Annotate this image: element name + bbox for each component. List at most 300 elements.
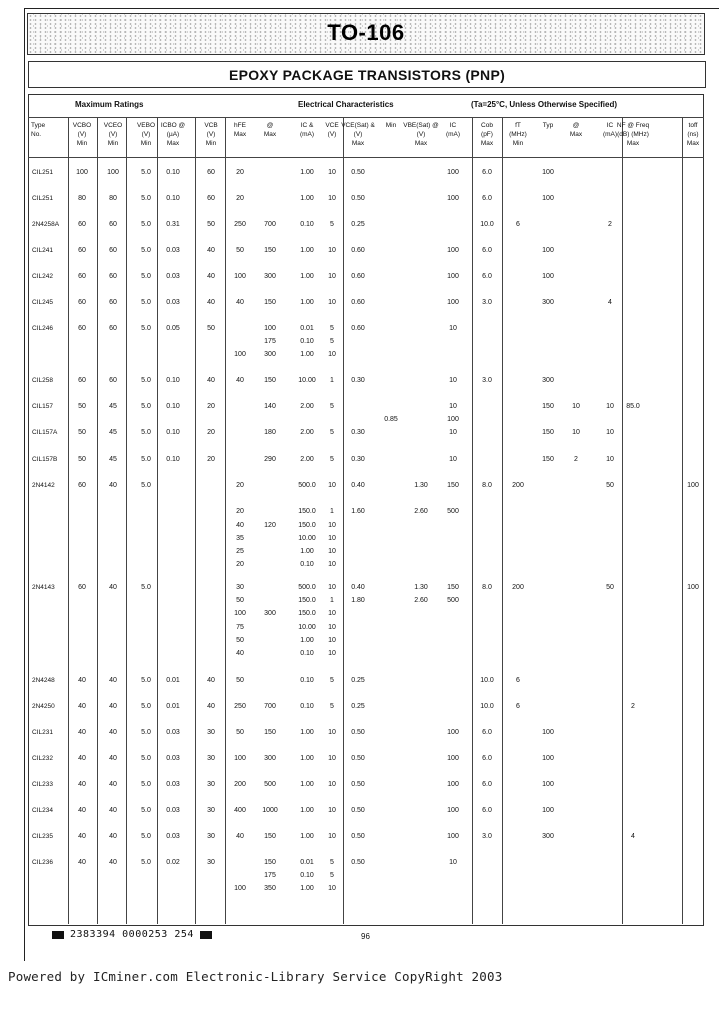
part-number: 2N4142: [32, 482, 55, 489]
vce-value: 5: [330, 677, 334, 684]
ic-value: 0.10: [300, 703, 314, 710]
cob-value: 3.0: [482, 377, 492, 384]
part-number: CIL258: [32, 377, 53, 384]
vce-value: 1: [330, 508, 334, 516]
column-header-line: Cob: [481, 122, 493, 129]
vce-value: 10: [328, 650, 336, 657]
vceo-value: 40: [109, 833, 117, 840]
column-divider: [682, 118, 683, 924]
cob-value: 6.0: [482, 195, 492, 202]
column-header-line: Min: [76, 140, 88, 147]
ic-sat-value: 100: [447, 299, 459, 306]
vce-value: 5: [330, 403, 334, 410]
vcbo-value: 50: [78, 429, 86, 436]
vce-value: 10: [328, 299, 336, 306]
vceo-value: 45: [109, 429, 117, 436]
ic-value: 1.00: [300, 781, 314, 788]
hfe-max-value: 175: [264, 338, 276, 346]
hfe-value: 20: [236, 508, 244, 516]
vbesat-min-value: 0.85: [384, 416, 398, 424]
ic-sat-value: 500: [447, 597, 459, 605]
cob-value: 8.0: [482, 584, 492, 591]
icbo-value: 0.02: [166, 859, 180, 866]
vcb-value: 40: [207, 273, 215, 280]
ft-min-value: 200: [512, 482, 524, 489]
ic-value: 150.0: [298, 508, 316, 516]
ft-typ-value: 300: [542, 299, 554, 306]
powered-by-footer: Powered by ICminer.com Electronic-Library Service CopyRight 2003: [8, 969, 503, 984]
vcesat-value: 1.60: [351, 508, 365, 516]
vcbo-value: 40: [78, 755, 86, 762]
ft-typ-value: 100: [542, 729, 554, 736]
icbo-value: 0.03: [166, 833, 180, 840]
column-header-line: (mA): [445, 131, 461, 138]
vcesat-value: 0.50: [351, 781, 365, 788]
vce-value: 10: [328, 610, 336, 618]
vcesat-value: 0.50: [351, 195, 365, 202]
ft-typ-value: 100: [542, 169, 554, 176]
vceo-value: 60: [109, 247, 117, 254]
vceo-value: 40: [109, 677, 117, 684]
cob-value: 6.0: [482, 247, 492, 254]
column-header-line: (µA): [166, 131, 180, 138]
hfe-value: 30: [236, 584, 244, 591]
ft-ic-value: 10: [606, 403, 614, 410]
hfe-value: 100: [234, 755, 246, 762]
vcb-value: 30: [207, 833, 215, 840]
column-divider: [502, 118, 503, 924]
vebo-value: 5.0: [141, 377, 151, 384]
part-number: CIL251: [32, 169, 53, 176]
vcesat-value: 0.60: [351, 273, 365, 280]
ic-sat-value: 100: [447, 247, 459, 254]
vebo-value: 5.0: [141, 729, 151, 736]
vcbo-value: 60: [78, 299, 86, 306]
vcb-value: 40: [207, 703, 215, 710]
ic-sat-value: 10: [449, 325, 457, 332]
column-header-line: VCBO: [72, 122, 92, 129]
column-header-line: Max: [480, 140, 494, 147]
vcb-value: 40: [207, 677, 215, 684]
vcesat-value: 0.60: [351, 247, 365, 254]
hfe-value: 40: [236, 833, 244, 840]
ic-sat-value: 100: [447, 807, 459, 814]
hfe-max-value: 300: [264, 351, 276, 359]
vebo-value: 5.0: [141, 781, 151, 788]
ic-value: 1.00: [300, 195, 314, 202]
column-header-line: Min: [385, 122, 397, 129]
vceo-value: 60: [109, 221, 117, 228]
icbo-value: 0.10: [166, 195, 180, 202]
ft-max-value: 10: [572, 429, 580, 436]
hfe-max-value: 150: [264, 833, 276, 840]
hfe-max-value: 150: [264, 377, 276, 384]
cob-value: 10.0: [480, 221, 494, 228]
vce-value: 5: [330, 456, 334, 463]
column-header-line: Max: [686, 140, 700, 147]
column-header-line: @: [266, 122, 274, 129]
hfe-max-value: 180: [264, 429, 276, 436]
ft-ic-value: 2: [608, 221, 612, 228]
nf-value: 2: [631, 703, 635, 710]
vceo-value: 100: [107, 169, 119, 176]
header-rule: [28, 117, 704, 118]
vcbo-value: 60: [78, 584, 86, 591]
ic-value: 0.10: [300, 677, 314, 684]
ft-min-value: 6: [516, 677, 520, 684]
column-header-line: VCEO: [103, 122, 123, 129]
column-header-line: Type: [31, 122, 46, 129]
icbo-value: 0.03: [166, 273, 180, 280]
ft-min-value: 6: [516, 703, 520, 710]
column-divider: [472, 118, 473, 924]
vcbo-value: 60: [78, 273, 86, 280]
hfe-value: 200: [234, 781, 246, 788]
vce-value: 5: [330, 872, 334, 880]
cob-value: 6.0: [482, 781, 492, 788]
cob-value: 3.0: [482, 299, 492, 306]
vcesat-value: 0.50: [351, 169, 365, 176]
toff-value: 100: [687, 584, 699, 591]
vceo-value: 40: [109, 755, 117, 762]
vcesat-value: 0.30: [351, 429, 365, 436]
vceo-value: 40: [109, 584, 117, 591]
hfe-max-value: 290: [264, 456, 276, 463]
ft-typ-value: 100: [542, 195, 554, 202]
ic-value: 1.00: [300, 273, 314, 280]
ic-value: 150.0: [298, 610, 316, 618]
vcbo-value: 40: [78, 807, 86, 814]
vebo-value: 5.0: [141, 403, 151, 410]
hfe-value: 20: [236, 561, 244, 569]
vce-value: 10: [328, 482, 336, 489]
vce-value: 5: [330, 221, 334, 228]
column-header-line: IC &: [300, 122, 314, 129]
ft-typ-value: 300: [542, 377, 554, 384]
part-number: CIL233: [32, 781, 53, 788]
vceo-value: 40: [109, 859, 117, 866]
cob-value: 6.0: [482, 729, 492, 736]
column-header-line: Min: [107, 140, 119, 147]
document-title: EPOXY PACKAGE TRANSISTORS (PNP): [228, 66, 506, 83]
ic-value: 0.10: [300, 561, 314, 569]
vebo-value: 5.0: [141, 584, 151, 591]
vce-value: 5: [330, 859, 334, 866]
column-header-line: NF @ Freq: [616, 122, 650, 129]
vcb-value: 50: [207, 221, 215, 228]
ic-value: 1.00: [300, 299, 314, 306]
hfe-value: 40: [236, 299, 244, 306]
vcb-value: 30: [207, 859, 215, 866]
vce-value: 10: [328, 169, 336, 176]
ft-typ-value: 150: [542, 403, 554, 410]
vcb-value: 40: [207, 377, 215, 384]
vcbo-value: 40: [78, 859, 86, 866]
part-number: 2N4258A: [32, 221, 60, 228]
column-header-line: Max: [233, 131, 247, 138]
column-header-line: VCB: [204, 122, 218, 129]
ft-typ-value: 300: [542, 833, 554, 840]
vce-value: 10: [328, 623, 336, 631]
column-header-line: (mA): [602, 131, 618, 138]
ic-sat-value: 100: [447, 729, 459, 736]
vebo-value: 5.0: [141, 169, 151, 176]
ic-sat-value: 10: [449, 859, 457, 866]
part-number: 2N4248: [32, 677, 55, 684]
hfe-value: 100: [234, 610, 246, 618]
vcb-value: 30: [207, 729, 215, 736]
vceo-value: 40: [109, 703, 117, 710]
hfe-value: 35: [236, 534, 244, 542]
ic-value: 150.0: [298, 521, 316, 529]
vcb-value: 60: [207, 169, 215, 176]
vce-value: 10: [328, 534, 336, 542]
ft-typ-value: 100: [542, 755, 554, 762]
icbo-value: 0.31: [166, 221, 180, 228]
ic-value: 2.00: [300, 456, 314, 463]
column-header-line: Max: [263, 131, 277, 138]
vceo-value: 60: [109, 325, 117, 332]
hfe-value: 20: [236, 482, 244, 489]
vebo-value: 5.0: [141, 482, 151, 489]
vcesat-value: 0.25: [351, 677, 365, 684]
icbo-value: 0.01: [166, 677, 180, 684]
column-header-line: hFE: [234, 122, 246, 129]
ic-sat-value: 100: [447, 273, 459, 280]
icbo-value: 0.03: [166, 781, 180, 788]
hfe-max-value: 140: [264, 403, 276, 410]
icbo-value: 0.10: [166, 377, 180, 384]
ft-max-value: 2: [574, 456, 578, 463]
icbo-value: 0.03: [166, 299, 180, 306]
vcbo-value: 40: [78, 677, 86, 684]
column-header-line: Typ: [542, 122, 554, 129]
hfe-value: 100: [234, 885, 246, 893]
vcesat-value: 0.50: [351, 833, 365, 840]
hfe-max-value: 300: [264, 610, 276, 618]
column-divider: [68, 118, 69, 924]
vceo-value: 40: [109, 781, 117, 788]
ft-typ-value: 100: [542, 807, 554, 814]
column-header-line: VCE(Sat) &: [341, 122, 375, 129]
vce-value: 10: [328, 247, 336, 254]
column-divider: [97, 118, 98, 924]
column-header-line: ICBO @: [160, 122, 186, 129]
column-header-line: Max: [351, 140, 365, 147]
ic-value: 1.00: [300, 833, 314, 840]
column-header-line: VEBO: [136, 122, 156, 129]
vce-value: 10: [328, 195, 336, 202]
vceo-value: 45: [109, 456, 117, 463]
icbo-value: 0.03: [166, 729, 180, 736]
vceo-value: 60: [109, 273, 117, 280]
icbo-value: 0.03: [166, 807, 180, 814]
cob-value: 10.0: [480, 677, 494, 684]
vce-value: 10: [328, 729, 336, 736]
document-title-box: [28, 61, 706, 88]
hfe-value: 20: [236, 169, 244, 176]
icbo-value: 0.01: [166, 703, 180, 710]
vce-value: 10: [328, 584, 336, 591]
vce-value: 10: [328, 833, 336, 840]
part-number: 2N4250: [32, 703, 55, 710]
vceo-value: 80: [109, 195, 117, 202]
header-rule: [28, 157, 704, 158]
barcode-bar-left: [52, 931, 64, 939]
column-divider: [126, 118, 127, 924]
ic-value: 2.00: [300, 429, 314, 436]
vce-value: 10: [328, 351, 336, 359]
column-header-line: Max: [569, 131, 583, 138]
ic-sat-value: 150: [447, 482, 459, 489]
column-header-row: [0, 121, 720, 157]
ic-sat-value: 500: [447, 508, 459, 516]
cob-value: 6.0: [482, 755, 492, 762]
column-header-line: (ns): [687, 131, 699, 138]
vce-value: 10: [328, 807, 336, 814]
hfe-value: 100: [234, 351, 246, 359]
part-number: CIL242: [32, 273, 53, 280]
vcbo-value: 60: [78, 247, 86, 254]
vcb-value: 30: [207, 781, 215, 788]
ic-value: 10.00: [298, 534, 316, 542]
column-header-line: (pF): [481, 131, 493, 138]
ic-sat-value: 100: [447, 416, 459, 424]
ft-min-value: 200: [512, 584, 524, 591]
vcbo-value: 50: [78, 403, 86, 410]
column-header: [250, 121, 290, 139]
part-number: CIL236: [32, 859, 53, 866]
column-header-line: Min: [512, 140, 524, 147]
vebo-value: 5.0: [141, 247, 151, 254]
cob-value: 6.0: [482, 807, 492, 814]
vbesat-value: 1.30: [414, 482, 428, 489]
part-number: CIL246: [32, 325, 53, 332]
hfe-max-value: 175: [264, 872, 276, 880]
ic-value: 10.00: [298, 377, 316, 384]
icbo-value: 0.05: [166, 325, 180, 332]
vce-value: 10: [328, 273, 336, 280]
vebo-value: 5.0: [141, 325, 151, 332]
column-header-line: VCE: [325, 122, 339, 129]
vceo-value: 45: [109, 403, 117, 410]
hfe-value: 250: [234, 221, 246, 228]
hfe-max-value: 150: [264, 729, 276, 736]
cob-value: 8.0: [482, 482, 492, 489]
column-header: [153, 121, 193, 148]
icbo-value: 0.10: [166, 403, 180, 410]
vebo-value: 5.0: [141, 703, 151, 710]
section-electrical: Electrical Characteristics: [298, 100, 394, 109]
hfe-max-value: 300: [264, 273, 276, 280]
vcb-value: 30: [207, 755, 215, 762]
vebo-value: 5.0: [141, 807, 151, 814]
part-number: CIL235: [32, 833, 53, 840]
toff-value: 100: [687, 482, 699, 489]
vcb-value: 20: [207, 429, 215, 436]
column-divider: [195, 118, 196, 924]
vceo-value: 40: [109, 482, 117, 489]
ic-value: 1.00: [300, 169, 314, 176]
vcbo-value: 40: [78, 781, 86, 788]
part-number: CIL232: [32, 755, 53, 762]
column-divider: [157, 118, 158, 924]
ic-value: 500.0: [298, 482, 316, 489]
header-band: [27, 13, 705, 55]
icbo-value: 0.10: [166, 456, 180, 463]
part-number: 2N4143: [32, 584, 55, 591]
vce-value: 5: [330, 703, 334, 710]
vcesat-value: 1.80: [351, 597, 365, 605]
ic-sat-value: 10: [449, 429, 457, 436]
vebo-value: 5.0: [141, 456, 151, 463]
vce-value: 10: [328, 885, 336, 893]
hfe-value: 50: [236, 247, 244, 254]
hfe-max-value: 700: [264, 703, 276, 710]
vcbo-value: 40: [78, 729, 86, 736]
hfe-value: 40: [236, 650, 244, 657]
vebo-value: 5.0: [141, 677, 151, 684]
ic-value: 2.00: [300, 403, 314, 410]
ft-typ-value: 100: [542, 781, 554, 788]
hfe-max-value: 1000: [262, 807, 278, 814]
vcesat-value: 0.60: [351, 299, 365, 306]
ft-ic-value: 4: [608, 299, 612, 306]
ic-value: 0.10: [300, 872, 314, 880]
part-number: CIL251: [32, 195, 53, 202]
ft-ic-value: 50: [606, 482, 614, 489]
ic-sat-value: 10: [449, 377, 457, 384]
ic-value: 10.00: [298, 623, 316, 631]
vcesat-value: 0.50: [351, 859, 365, 866]
column-header-line: (MHz): [509, 131, 527, 138]
column-header-line: Min: [140, 140, 152, 147]
hfe-value: 75: [236, 623, 244, 631]
hfe-max-value: 150: [264, 247, 276, 254]
ic-value: 1.00: [300, 729, 314, 736]
column-header-line: Max: [626, 140, 640, 147]
vcesat-value: 0.50: [351, 729, 365, 736]
part-number: CIL157A: [32, 429, 58, 436]
hfe-value: 400: [234, 807, 246, 814]
ic-value: 0.10: [300, 338, 314, 346]
ic-sat-value: 100: [447, 195, 459, 202]
cob-value: 6.0: [482, 273, 492, 280]
vcbo-value: 60: [78, 221, 86, 228]
column-header: [613, 121, 653, 148]
column-header-line: (mA): [299, 131, 315, 138]
column-header-line: IC: [449, 122, 457, 129]
vce-value: 10: [328, 781, 336, 788]
vebo-value: 5.0: [141, 833, 151, 840]
ic-sat-value: 100: [447, 781, 459, 788]
section-conditions: (Ta=25°C, Unless Otherwise Specified): [471, 100, 617, 109]
vcesat-value: 0.25: [351, 221, 365, 228]
vcb-value: 30: [207, 807, 215, 814]
vceo-value: 60: [109, 377, 117, 384]
column-header-line: Max: [414, 140, 428, 147]
column-header-line: (dB) (MHz): [617, 131, 649, 138]
vce-value: 1: [330, 597, 334, 605]
column-header-line: (V): [77, 131, 87, 138]
icbo-value: 0.10: [166, 429, 180, 436]
vcbo-value: 60: [78, 482, 86, 489]
vceo-value: 60: [109, 299, 117, 306]
vceo-value: 40: [109, 729, 117, 736]
ic-sat-value: 150: [447, 584, 459, 591]
column-header-line: (V): [108, 131, 118, 138]
ic-sat-value: 10: [449, 403, 457, 410]
